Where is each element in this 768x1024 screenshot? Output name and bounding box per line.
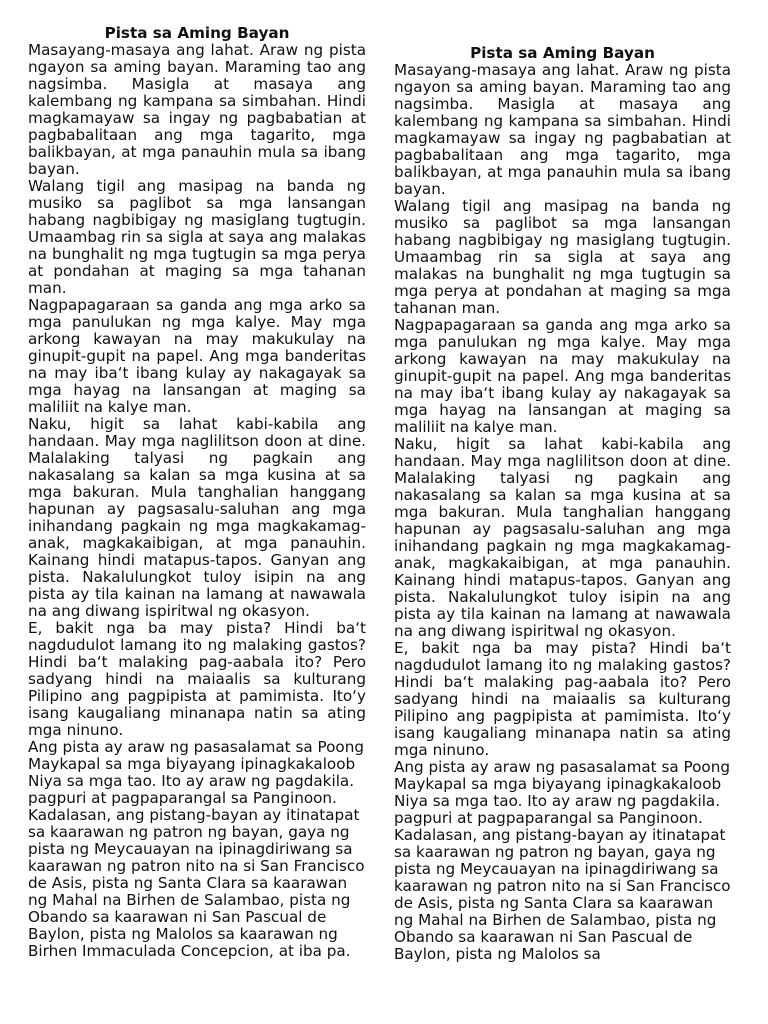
left-paragraph-3: Nagpapagaraan sa ganda ang mga arko sa mga panulukan ng mga kalye. May mga arkong kawayan na may makukulay na ginupit-gupit na papel. Ang mga banderitas na may iba‘t ibang kulay ay nakagayak sa mga hayag na lansangan at maging sa maliliit na kalye man.: [28, 296, 366, 416]
left-paragraph-4: Naku, higit sa lahat kabi-kabila ang handaan. May mga naglilitson doon at dine. Malalaking talyasi ng pagkain ang nakasalang sa kalan sa mga kusina at sa mga bakuran. Mula tanghalian hanggang hapunan ay pagsasalu-saluhan ang mga inihandang pagkain ng mga magkakamag-anak, magkakaibigan, at mga panauhin. Kainang hindi matapus-tapos. Ganyan ang pista. Nakalulungkot tuloy isipin na ang pista ay tila kainan na lamang at nawawala na ang diwang ispiritwal ng okasyon.: [28, 415, 366, 620]
left-paragraph-2: Walang tigil ang masipag na banda ng musiko sa paglibot sa mga lansangan habang nagbibigay ng masiglang tugtugin. Umaambag rin sa sigla at saya ang malakas na bunghalit ng mga tugtugin sa mga perya at pondahan at maging sa mga tahanan man.: [28, 177, 366, 297]
left-paragraph-1: Masayang-masaya ang lahat. Araw ng pista ngayon sa aming bayan. Maraming tao ang nagsimba. Masigla at masaya ang kalembang ng kampana sa simbahan. Hindi magkamayaw sa ingay ng pagbabatian at pagbabalitaan ang mga tagarito, mga balikbayan, at mga panauhin mula sa ibang bayan.: [28, 41, 366, 178]
left-paragraph-6: Ang pista ay araw ng pasasalamat sa Poong Maykapal sa mga biyayang ipinagkakaloob Niya sa mga tao. Ito ay araw ng pagdakila. pagpuri at pagpaparangal sa Panginoon. Kadalasan, ang pistang-bayan ay itinatapat sa kaarawan ng patron ng bayan, gaya ng pista ng Meycauayan na ipinagdiriwang sa kaarawan ng patron nito na si San Francisco de Asis, pista ng Santa Clara sa kaarawan ng Mahal na Birhen de Salambao, pista ng Obando sa kaarawan ni San Pascual de Baylon, pista ng Malolos sa kaarawan ng Birhen Immaculada Concepcion, at iba pa.: [28, 738, 365, 960]
right-column: [394, 44, 731, 963]
right-paragraph-3: Nagpapagaraan sa ganda ang mga arko sa mga panulukan ng mga kalye. May mga arkong kawayan na may makukulay na ginupit-gupit na papel. Ang mga banderitas na may iba‘t ibang kulay ay nakagayak sa mga hayag na lansangan at maging sa maliliit na kalye man.: [394, 316, 731, 436]
right-paragraph-5: E, bakit nga ba may pista? Hindi ba‘t nagdudulot lamang ito ng malaking gastos? Hindi ba‘t malaking pag-aabala ito? Pero sadyang hindi na maiaalis sa kulturang Pilipino ang pagpipista at pamimista. Ito‘y isang kaugaliang minanapa natin sa ating mga ninuno.: [394, 639, 731, 759]
right-paragraph-4: Naku, higit sa lahat kabi-kabila ang handaan. May mga naglilitson doon at dine. Malalaking talyasi ng pagkain ang nakasalang sa kalan sa mga kusina at sa mga bakuran. Mula tanghalian hanggang hapunan ay pagsasalu-saluhan ang mga inihandang pagkain ng mga magkakamag-anak, magkakaibigan, at mga panauhin. Kainang hindi matapus-tapos. Ganyan ang pista. Nakalulungkot tuloy isipin na ang pista ay tila kainan na lamang at nawawala na ang diwang ispiritwal ng okasyon.: [394, 435, 731, 640]
right-title: Pista sa Aming Bayan: [470, 44, 655, 62]
right-paragraph-2: Walang tigil ang masipag na banda ng musiko sa paglibot sa mga lansangan habang nagbibigay ng masiglang tugtugin. Umaambag rin sa sigla at saya ang malakas na bunghalit ng mga tugtugin sa mga perya at pondahan at maging sa mga tahanan man.: [394, 197, 731, 317]
right-paragraph-6: Ang pista ay araw ng pasasalamat sa Poong Maykapal sa mga biyayang ipinagkakaloob Niya sa mga tao. Ito ay araw ng pagdakila. pagpuri at pagpaparangal sa Panginoon. Kadalasan, ang pistang-bayan ay itinatapat sa kaarawan ng patron ng bayan, gaya ng pista ng Meycauayan na ipinagdiriwang sa kaarawan ng patron nito na si San Francisco de Asis, pista ng Santa Clara sa kaarawan ng Mahal na Birhen de Salambao, pista ng Obando sa kaarawan ni San Pascual de Baylon, pista ng Malolos sa: [394, 758, 731, 963]
left-title: Pista sa Aming Bayan: [104, 24, 290, 42]
right-paragraph-1: Masayang-masaya ang lahat. Araw ng pista ngayon sa aming bayan. Maraming tao ang nagsimba. Masigla at masaya ang kalembang ng kampana sa simbahan. Hindi magkamayaw sa ingay ng pagbabatian at pagbabalitaan ang mga tagarito, mga balikbayan, at mga panauhin mula sa ibang bayan.: [394, 61, 731, 198]
left-column: [28, 24, 366, 960]
left-paragraph-5: E, bakit nga ba may pista? Hindi ba‘t nagdudulot lamang ito ng malaking gastos? Hindi ba‘t malaking pag-aabala ito? Pero sadyang hindi na maiaalis sa kulturang Pilipino ang pagpipista at pamimista. Ito‘y isang kaugaliang minanapa natin sa ating mga ninuno.: [28, 619, 366, 739]
